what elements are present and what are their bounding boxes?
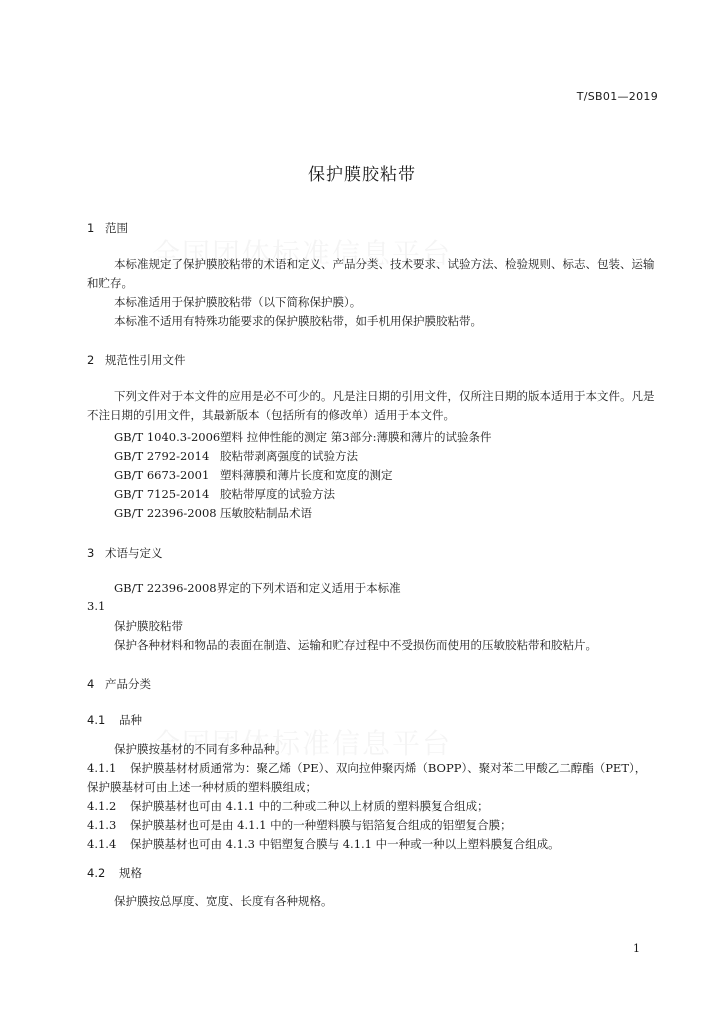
reference-code: GB/T 2792-2014: [114, 449, 210, 463]
subsection-heading-4-1: [87, 712, 142, 728]
section-title: 规格: [119, 866, 142, 880]
section-number: 4.2: [87, 866, 106, 880]
term-name: 保护膜胶粘带: [114, 619, 183, 633]
reference-title: 压敏胶粘制品术语: [220, 506, 312, 520]
clause-item: [87, 798, 489, 814]
section-title: 术语与定义: [105, 546, 163, 560]
reference-item: [114, 429, 492, 445]
reference-item: [114, 448, 358, 464]
clause-text: 保护膜基材也可由 4.1.1 中的二种或二种以上材质的塑料膜复合组成；: [130, 799, 489, 813]
term-number: 3.1: [87, 599, 106, 613]
section-number: 1: [87, 221, 95, 235]
paragraph: 本标准不适用有特殊功能要求的保护膜胶粘带，如手机用保护膜胶粘带。: [114, 314, 482, 328]
section-heading-4: [87, 676, 151, 692]
standard-number: T/SB01—2019: [576, 90, 658, 103]
paragraph: GB/T 22396-2008界定的下列术语和定义适用于本标准: [114, 581, 401, 595]
term-definition: 保护各种材料和物品的表面在制造、运输和贮存过程中不受损伤而使用的压敏胶粘带和胶粘片。: [114, 638, 597, 652]
section-number: 4.1: [87, 713, 106, 727]
section-title: 范围: [105, 221, 128, 235]
reference-code: GB/T 6673-2001: [114, 468, 210, 482]
subsection-heading-4-2: [87, 865, 142, 881]
paragraph: 本标准规定了保护膜胶粘带的术语和定义、产品分类、技术要求、试验方法、检验规则、标志、包装、运输和贮存。: [87, 257, 655, 290]
reference-item: [114, 486, 335, 502]
clause-item: [87, 760, 646, 776]
paragraph: 保护膜按总厚度、宽度、长度有各种规格。: [114, 894, 333, 908]
section-number: 3: [87, 546, 95, 560]
clause-number: 4.1.3: [87, 818, 117, 832]
reference-code: GB/T 7125-2014: [114, 487, 210, 501]
reference-title: 塑料薄膜和薄片长度和宽度的测定: [220, 468, 393, 482]
reference-title: 胶粘带剥离强度的试验方法: [220, 449, 358, 463]
clause-text: 保护膜基材也可是由 4.1.1 中的一种塑料膜与铝箔复合组成的铝塑复合膜；: [130, 818, 512, 832]
document-title: 保护膜胶粘带: [308, 165, 416, 185]
paragraph: 保护膜按基材的不同有多种品种。: [114, 742, 287, 756]
section-heading-2: [87, 352, 186, 368]
page-number: 1: [633, 942, 640, 955]
reference-title: 胶粘带厚度的试验方法: [220, 487, 335, 501]
reference-item: [114, 505, 312, 521]
clause-item: [87, 817, 512, 833]
clause-number: 4.1.1: [87, 761, 117, 775]
clause-item: [87, 836, 560, 852]
section-title: 产品分类: [105, 677, 151, 691]
paragraph: 下列文件对于本文件的应用是必不可少的。凡是注日期的引用文件，仅所注日期的版本适用于本文件。凡是不注日期的引用文件，其最新版本（包括所有的修改单）适用于本文件。: [87, 389, 655, 422]
section-title: 规范性引用文件: [105, 353, 186, 367]
section-title: 品种: [119, 713, 142, 727]
section-heading-3: [87, 545, 163, 561]
section-number: 2: [87, 353, 95, 367]
clause-text: 保护膜基材材质通常为：聚乙烯（PE）、双向拉伸聚丙烯（BOPP）、聚对苯二甲酸乙二醇酯（PET），: [130, 761, 647, 775]
reference-code: GB/T 1040.3-2006: [114, 430, 221, 444]
reference-code: GB/T 22396-2008: [114, 506, 217, 520]
clause-number: 4.1.2: [87, 799, 117, 813]
reference-item: [114, 467, 393, 483]
section-number: 4: [87, 677, 95, 691]
paragraph: 本标准适用于保护膜胶粘带（以下简称保护膜）。: [114, 295, 362, 309]
clause-text: 保护膜基材也可由 4.1.3 中铝塑复合膜与 4.1.1 中一种或一种以上塑料膜复合组成。: [130, 837, 560, 851]
section-heading-1: [87, 220, 128, 236]
clause-number: 4.1.4: [87, 837, 117, 851]
clause-continuation: 保护膜基材可由上述一种材质的塑料膜组成；: [87, 780, 317, 794]
reference-title: 塑料 拉伸性能的测定 第3部分:薄膜和薄片的试验条件: [220, 430, 492, 444]
